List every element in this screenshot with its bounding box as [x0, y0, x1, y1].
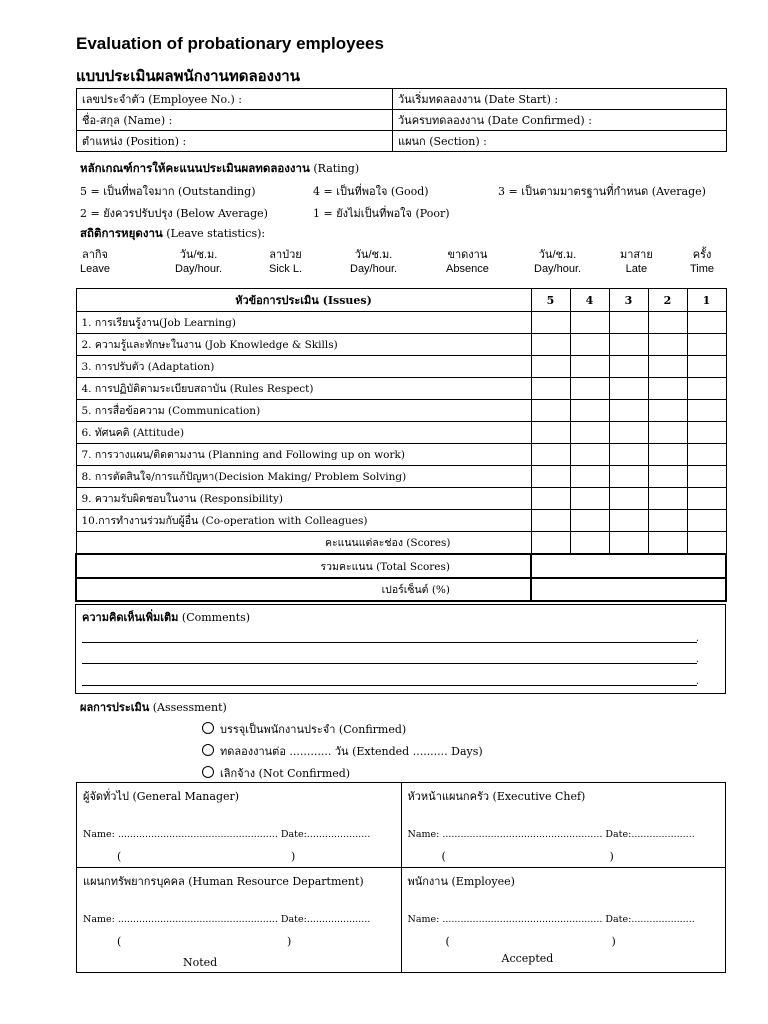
page-title-thai: แบบประเมินผลพนักงานทดลองงาน [76, 68, 300, 85]
leave-col-th: วัน/ช.ม. [538, 249, 577, 261]
leave-col-th: ครั้ง [692, 249, 712, 261]
signature-title: พนักงาน (Employee) [407, 875, 515, 888]
employee-info-table [76, 88, 727, 152]
comments-heading-en: (Comments) [181, 611, 251, 624]
score-cell[interactable] [531, 334, 570, 356]
page-title: Evaluation of probationary employees [76, 34, 384, 53]
option-label: ทดลองงานต่อ ............ วัน (Extended .......... Days) [220, 745, 483, 758]
leave-heading-en: (Leave statistics): [166, 227, 266, 240]
score-header-4: 4 [570, 289, 609, 312]
score-cell[interactable] [609, 334, 648, 356]
leave-col-en: Day/hour. [175, 263, 223, 275]
comment-line[interactable] [82, 685, 697, 686]
rating-heading [80, 160, 359, 178]
paren-open: ( [117, 935, 122, 948]
scores-label: คะแนนแต่ละช่อง (Scores) [76, 532, 531, 555]
position-field[interactable]: ตำแหน่ง (Position) : [77, 131, 393, 152]
score-cell[interactable] [609, 422, 648, 444]
radio-circle-icon[interactable] [202, 722, 214, 734]
score-cell[interactable] [531, 466, 570, 488]
score-cell[interactable] [609, 356, 648, 378]
issue-label: 2. ความรู้และทักษะในงาน (Job Knowledge & Skills) [76, 334, 531, 356]
comments-heading-thai: ความคิดเห็นเพิ่มเติม [82, 611, 179, 624]
score-cell[interactable] [531, 422, 570, 444]
leave-heading [80, 225, 265, 243]
leave-col-th: ลาป่วย [269, 249, 302, 261]
score-cell[interactable] [570, 422, 609, 444]
date-start-field[interactable]: วันเริ่มทดลองงาน (Date Start) : [393, 89, 727, 110]
percent-cell[interactable] [531, 578, 726, 601]
leave-col-en: Day/hour. [350, 263, 398, 275]
signature-executive-chef[interactable] [401, 783, 726, 868]
score-cell[interactable] [570, 444, 609, 466]
assessment-option-confirmed[interactable] [202, 720, 406, 738]
score-cell[interactable] [687, 422, 726, 444]
paren-close: ) [611, 935, 616, 948]
leave-col-en: Absence [446, 263, 489, 275]
assessment-option-extended[interactable] [202, 742, 483, 760]
score-cell[interactable] [609, 488, 648, 510]
table-row [76, 378, 726, 400]
signature-title: แผนกทรัพยากรบุคคล (Human Resource Department) [83, 875, 364, 888]
score-cell[interactable] [687, 444, 726, 466]
leave-col-th: วัน/ช.ม. [354, 249, 393, 261]
section-field[interactable]: แผนก (Section) : [393, 131, 727, 152]
assessment-heading-thai: ผลการประเมิน [80, 701, 150, 714]
issue-label: 5. การสื่อข้อความ (Communication) [76, 400, 531, 422]
score-cell[interactable] [648, 510, 687, 532]
date-confirmed-field[interactable]: วันครบทดลองงาน (Date Confirmed) : [393, 110, 727, 131]
issue-label: 1. การเรียนรู้งาน(Job Learning) [76, 312, 531, 334]
score-cell[interactable] [609, 400, 648, 422]
leave-col-sick [269, 248, 302, 276]
noted-label: Noted [183, 956, 218, 969]
score-cell[interactable] [531, 488, 570, 510]
scores-row [76, 532, 726, 555]
leave-col-en: Time [690, 263, 715, 275]
radio-circle-icon[interactable] [202, 744, 214, 756]
assessment-option-not-confirmed[interactable] [202, 764, 350, 782]
employee-no-field[interactable]: เลขประจำตัว (Employee No.) : [77, 89, 393, 110]
score-cell[interactable] [609, 466, 648, 488]
comment-line[interactable] [82, 663, 697, 664]
option-label: เลิกจ้าง (Not Confirmed) [220, 767, 351, 780]
percent-row [76, 578, 726, 601]
score-header-5: 5 [531, 289, 570, 312]
comment-line[interactable] [82, 642, 697, 643]
rating-5: 5 = เป็นที่พอใจมาก (Outstanding) [80, 185, 256, 198]
signature-title: ผู้จัดทั่วไป (General Manager) [83, 790, 240, 803]
score-cell[interactable] [531, 312, 570, 334]
score-cell[interactable] [648, 334, 687, 356]
table-row [76, 356, 726, 378]
table-row [76, 488, 726, 510]
score-header-3: 3 [609, 289, 648, 312]
signature-name-line[interactable]: Name: ..................................................... Date:..................... [407, 829, 695, 840]
leave-col-leave [80, 248, 110, 276]
name-field[interactable]: ชื่อ-สกุล (Name) : [77, 110, 393, 131]
score-cell[interactable] [570, 466, 609, 488]
score-cell[interactable] [687, 466, 726, 488]
score-cell[interactable] [648, 444, 687, 466]
rating-heading-en: (Rating) [313, 162, 360, 175]
paren-close: ) [287, 935, 292, 948]
signature-name-line[interactable]: Name: ..................................................... Date:..................... [407, 914, 695, 925]
option-label: บรรจุเป็นพนักงานประจำ (Confirmed) [220, 723, 407, 736]
rating-4: 4 = เป็นที่พอใจ (Good) [313, 185, 429, 198]
table-row [76, 444, 726, 466]
score-header-1: 1 [687, 289, 726, 312]
paren-close: ) [291, 850, 296, 863]
signature-title: หัวหน้าแผนกครัว (Executive Chef) [407, 790, 586, 803]
score-cell[interactable] [687, 356, 726, 378]
score-cell[interactable] [648, 378, 687, 400]
score-cell[interactable] [648, 312, 687, 334]
score-cell[interactable] [648, 356, 687, 378]
leave-col-day1 [175, 248, 222, 276]
leave-col-th: ขาดงาน [447, 249, 488, 261]
leave-col-th: วัน/ช.ม. [179, 249, 218, 261]
signature-table [76, 782, 726, 973]
signature-hr-department[interactable] [77, 868, 402, 973]
radio-circle-icon[interactable] [202, 766, 214, 778]
rating-1: 1 = ยังไม่เป็นที่พอใจ (Poor) [313, 207, 450, 220]
table-row [76, 422, 726, 444]
leave-col-day3 [534, 248, 581, 276]
comment-dot: . [695, 654, 699, 665]
leave-col-time [690, 248, 714, 276]
signature-name-line[interactable]: Name: ..................................................... Date:..................... [83, 914, 371, 925]
score-cell[interactable] [687, 488, 726, 510]
signature-general-manager[interactable] [77, 783, 402, 868]
score-cell[interactable] [609, 510, 648, 532]
score-cell[interactable] [531, 510, 570, 532]
issue-label: 4. การปฏิบัติตามระเบียบสถาบัน (Rules Respect) [76, 378, 531, 400]
table-row [76, 466, 726, 488]
issue-label: 6. ทัศนคติ (Attitude) [76, 422, 531, 444]
total-row [76, 554, 726, 578]
issue-label: 9. ความรับผิดชอบในงาน (Responsibility) [76, 488, 531, 510]
issue-label: 8. การตัดสินใจ/การแก้ปัญหา(Decision Making/ Problem Solving) [76, 466, 531, 488]
total-score-cell[interactable] [531, 554, 726, 578]
paren-open: ( [445, 935, 450, 948]
score-cell[interactable] [609, 378, 648, 400]
score-cell[interactable] [648, 466, 687, 488]
issue-label: 3. การปรับตัว (Adaptation) [76, 356, 531, 378]
issue-label: 7. การวางแผน/ติดตามงาน (Planning and Following up on work) [76, 444, 531, 466]
leave-heading-thai: สถิติการหยุดงาน [80, 226, 163, 240]
paren-close: ) [609, 850, 614, 863]
score-cell[interactable] [531, 400, 570, 422]
leave-col-en: Leave [80, 263, 110, 275]
score-header-2: 2 [648, 289, 687, 312]
score-cell[interactable] [609, 312, 648, 334]
score-cell[interactable] [531, 378, 570, 400]
table-row [76, 334, 726, 356]
comment-dot: . [695, 676, 699, 687]
assessment-heading-en: (Assessment) [152, 701, 227, 714]
leave-col-th: ลากิจ [81, 249, 108, 261]
score-cell[interactable] [570, 312, 609, 334]
evaluation-header-row [76, 289, 726, 312]
leave-col-day2 [350, 248, 397, 276]
comment-dot: . [695, 633, 699, 644]
score-cell[interactable] [687, 510, 726, 532]
comments-box [75, 604, 726, 694]
rating-2: 2 = ยังควรปรับปรุง (Below Average) [80, 207, 268, 220]
comments-heading [82, 608, 250, 626]
leave-col-en: Late [625, 263, 648, 275]
score-cell[interactable] [648, 532, 687, 555]
issues-header: หัวข้อการประเมิน (Issues) [76, 289, 531, 312]
score-cell[interactable] [648, 422, 687, 444]
score-cell[interactable] [531, 532, 570, 555]
assessment-heading [80, 698, 227, 716]
score-cell[interactable] [687, 334, 726, 356]
score-cell[interactable] [531, 444, 570, 466]
leave-col-en: Sick L. [269, 263, 303, 275]
score-cell[interactable] [570, 510, 609, 532]
score-cell[interactable] [687, 378, 726, 400]
table-row [76, 510, 726, 532]
score-cell[interactable] [570, 400, 609, 422]
score-cell[interactable] [609, 444, 648, 466]
signature-employee[interactable] [401, 868, 726, 973]
percent-label: เปอร์เซ็นต์ (%) [76, 578, 531, 601]
leave-col-late [620, 248, 653, 276]
rating-heading-thai: หลักเกณฑ์การให้คะแนนประเมินผลทดลองงาน [80, 161, 310, 175]
leave-col-en: Day/hour. [534, 263, 582, 275]
paren-open: ( [441, 850, 446, 863]
signature-name-line[interactable]: Name: ..................................................... Date:..................... [83, 829, 371, 840]
accepted-label: Accepted [501, 952, 554, 965]
score-cell[interactable] [570, 488, 609, 510]
leave-col-absence [446, 248, 489, 276]
score-cell[interactable] [687, 312, 726, 334]
issue-label: 10.การทำงานร่วมกับผู้อื่น (Co-operation with Colleagues) [76, 510, 531, 532]
table-row [76, 312, 726, 334]
paren-open: ( [117, 850, 122, 863]
rating-3: 3 = เป็นตามมาตรฐานที่กำหนด (Average) [498, 185, 706, 198]
score-cell[interactable] [570, 334, 609, 356]
score-cell[interactable] [687, 400, 726, 422]
table-row [76, 400, 726, 422]
total-label: รวมคะแนน (Total Scores) [76, 554, 531, 578]
score-cell[interactable] [570, 532, 609, 555]
score-cell[interactable] [531, 356, 570, 378]
evaluation-table [75, 288, 727, 602]
score-cell[interactable] [648, 400, 687, 422]
score-cell[interactable] [570, 378, 609, 400]
score-cell[interactable] [609, 532, 648, 555]
score-cell[interactable] [648, 488, 687, 510]
score-cell[interactable] [570, 356, 609, 378]
leave-col-th: มาสาย [620, 249, 653, 261]
score-cell[interactable] [687, 532, 726, 555]
